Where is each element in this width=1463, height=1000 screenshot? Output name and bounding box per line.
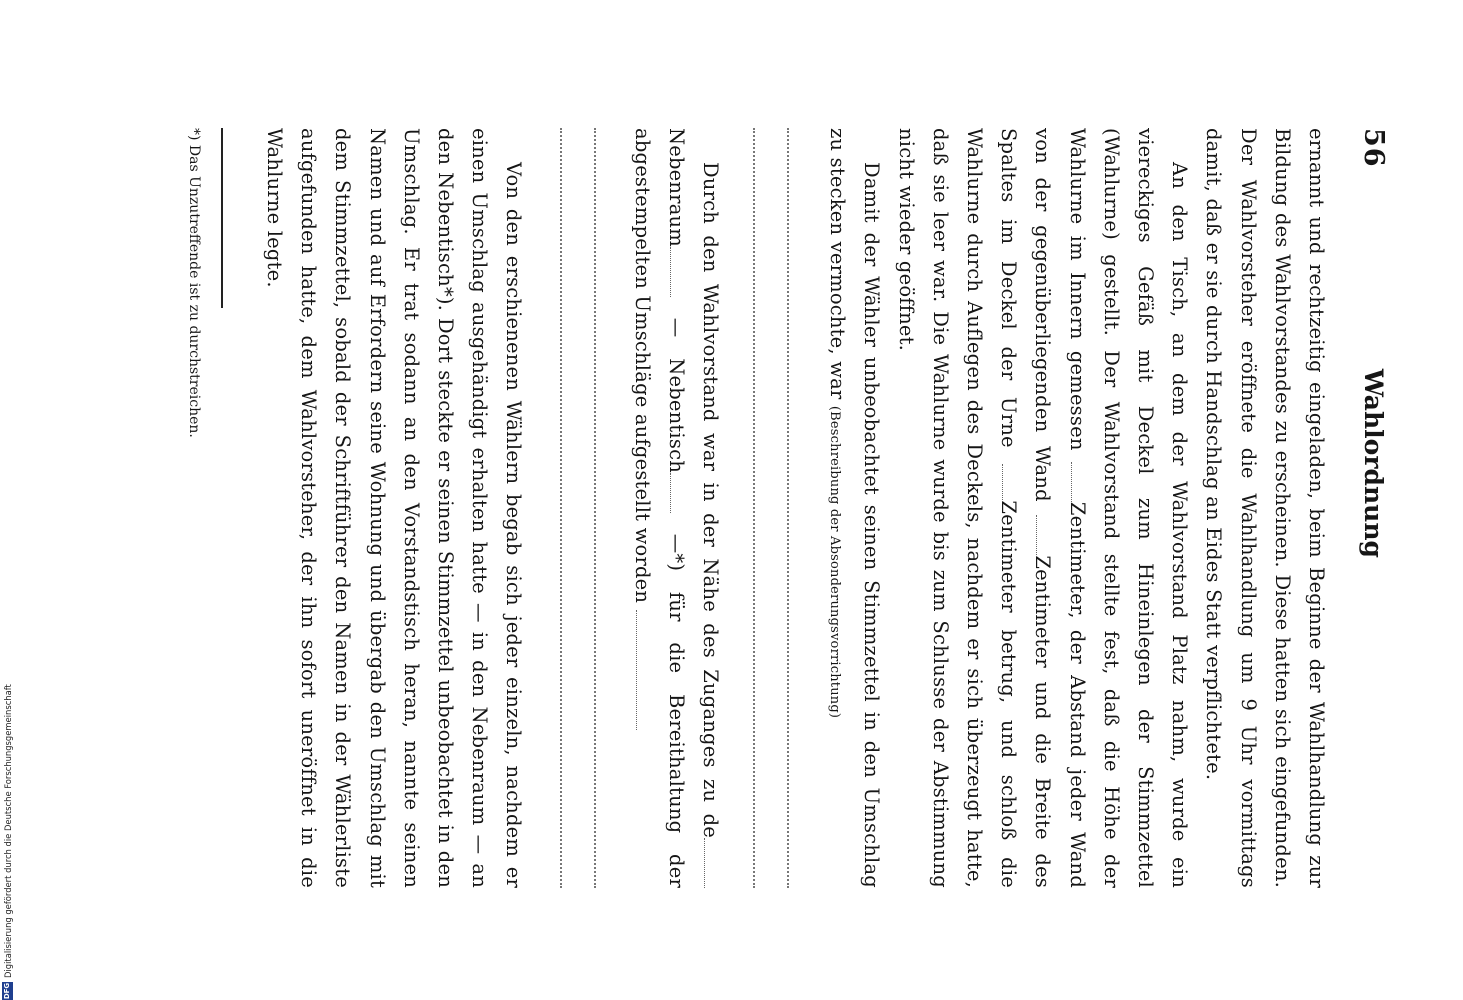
page-content [183,128,1403,888]
page-header [1349,128,1389,888]
paragraph-2-text-a: An den Tisch, an dem der Wahlvorstand Platz nahm, wurde ein viereckiges Gefäß mit Deckel zum Hineinlegen der Stimmzettel (Wahlurne) gestellt. Der Wahlvorstand stellte fest, daß die Höhe der Wahlurne im Innern gemessen [1065,128,1192,888]
footnote-rule [221,128,223,308]
paragraph-4-text-a: Durch den Wahlvorstand war in der Nähe des Zuganges zu de [698,162,722,838]
paragraph-4 [624,128,727,888]
fill-line-1 [787,128,789,888]
blank-height [1071,462,1086,502]
paragraph-4-text-b: Nebenraum [664,128,688,247]
blank-wall-distance [1036,515,1051,555]
paragraph-2-text-b: Zentimeter, der Abstand jeder Wand von der gegenüberliegenden Wand [1031,128,1089,888]
blank-end [636,610,651,730]
fill-line-3 [594,128,596,888]
running-head: Wahlordnung [1359,368,1388,558]
fill-line-2 [753,128,755,888]
paragraph-3-text-a: Damit der Wähler unbeobachtet seinen Stimmzettel in den Umschlag zu stecken vermochte, war [826,128,884,888]
dfg-credit-text: Digitalisierung gefördert durch die Deutsche Forschungsgemeinschaft [2,684,13,978]
blank-nebentisch [670,473,685,513]
paragraph-3-small-note: (Beschreibung der Absonderungsvorrichtung) [827,405,843,719]
paragraph-2-text-c: Zentimeter und die Breite des Spaltes im Deckel der Urne [997,128,1055,888]
page-number: 56 [1358,128,1389,168]
blank-slot-width [1002,464,1017,500]
paragraph-2-text-d: Zentimeter betrug, und schloß die Wahlurne durch Auflegen des Deckels, nachdem er sich überzeugt hatte, daß sie leer war. Die Wahlurne wurde bis zum Schlusse der Abstimmung nicht wieder geöffnet. [894,128,1021,889]
paragraph-4-text-c: — Nebentisch [664,296,688,473]
blank-article [704,838,719,888]
paragraph-4-text-d: —*) für die Bereithaltung der abgestempelten Umschläge aufgestellt worden [630,128,688,888]
blank-nebenraum [670,247,685,297]
fill-line-4 [560,128,562,888]
paragraph-2 [888,128,1196,888]
paragraph-3 [817,128,888,888]
dfg-logo-icon: DFG [3,982,11,1000]
paragraph-5: Von den erschienenen Wählern begab sich jeder einzeln, nachdem er einen Umschlag ausgehändigt erhalten hatte — in den Nebenraum — an den Nebentisch*). Dort steckte er seinen Stimmzettel unbeobachtet in den Umschlag. Er trat sodann an den Vorstandstisch heran, nannte seinen Namen und auf Erfordern seine Wohnung und übergab den Umschlag mit dem Stimmzettel, sobald der Schriftführer den Namen in der Wählerliste aufgefunden hatte, dem Wahlvorsteher, der ihn sofort uneröffnet in die Wahlurne legte. [262,128,526,888]
footnote: *) Das Unzutreffende ist zu durchstreichen. [185,128,202,438]
dfg-credit [2,684,13,1000]
paragraph-1: ernannt und rechtzeitig eingeladen, beim Beginne der Wahlhandlung zur Bildung des Wahlvorstandes zu erscheinen. Diese hatten sich eingefunden. Der Wahlvorsteher eröffnete die Wahlhandlung um 9 Uhr vormittags damit, daß er sie durch Handschlag an Eides Statt verpflichtete. [1202,128,1328,888]
